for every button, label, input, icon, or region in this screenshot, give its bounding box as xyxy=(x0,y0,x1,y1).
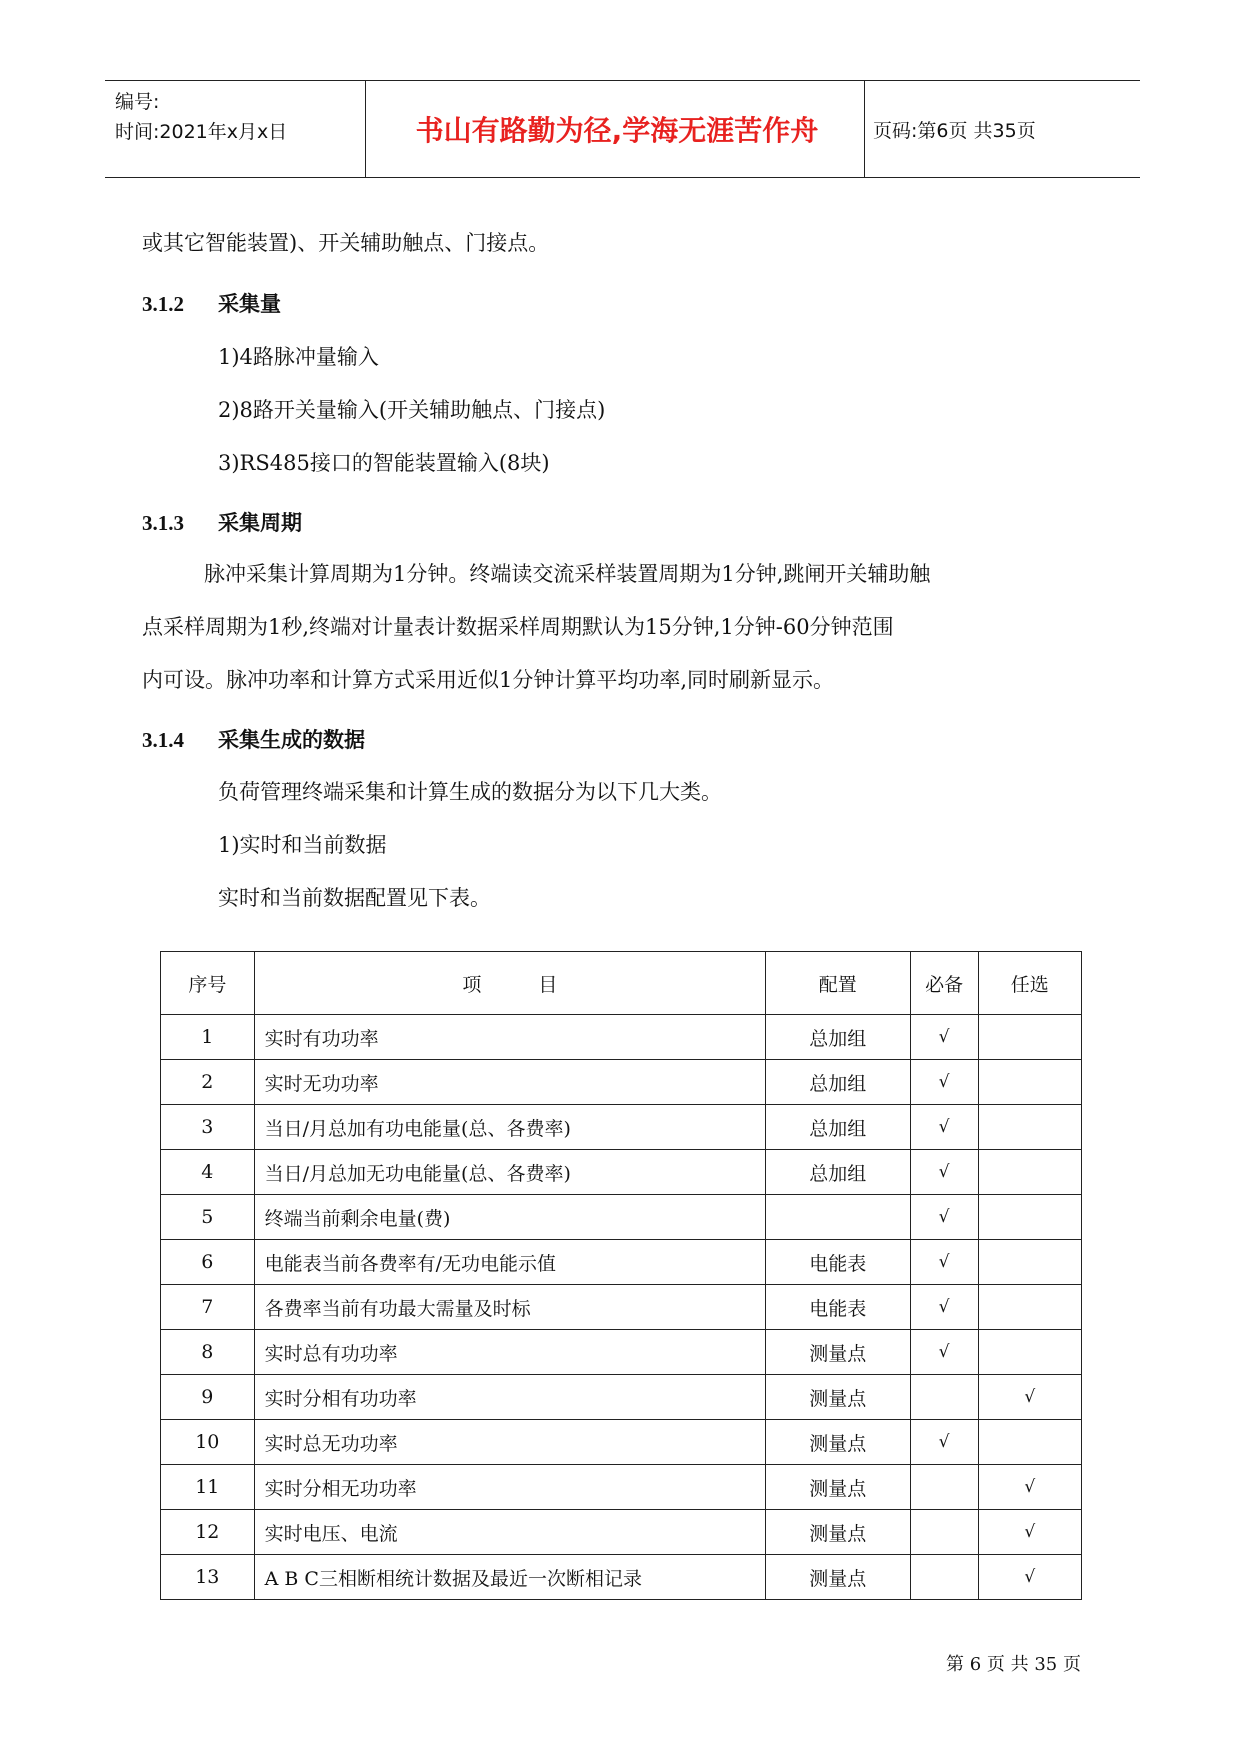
cell-optional xyxy=(978,1285,1081,1330)
cell-optional xyxy=(978,1105,1081,1150)
section-heading-3-1-3 xyxy=(142,507,302,537)
paragraph-line: 实时和当前数据配置见下表。 xyxy=(218,886,491,910)
table-row xyxy=(161,1105,1082,1150)
cell-no: 1 xyxy=(161,1015,255,1060)
cell-item: 终端当前剩余电量(费) xyxy=(254,1195,765,1240)
cell-required: √ xyxy=(910,1420,978,1465)
header-meta xyxy=(115,87,365,147)
document-number-label: 编号: xyxy=(115,91,160,113)
cell-item: 实时分相有功功率 xyxy=(254,1375,765,1420)
cell-no: 4 xyxy=(161,1150,255,1195)
cell-required: √ xyxy=(910,1015,978,1060)
cell-optional: √ xyxy=(978,1510,1081,1555)
section-title: 采集周期 xyxy=(218,511,302,535)
cell-optional xyxy=(978,1015,1081,1060)
column-header-optional: 任选 xyxy=(978,952,1081,1015)
cell-item: 实时有功功率 xyxy=(254,1015,765,1060)
paragraph-line: 脉冲采集计算周期为1分钟。终端读交流采样装置周期为1分钟,跳闸开关辅助触 xyxy=(204,562,931,586)
header-divider xyxy=(864,81,865,177)
cell-item: 电能表当前各费率有/无功电能示值 xyxy=(254,1240,765,1285)
paragraph-line: 负荷管理终端采集和计算生成的数据分为以下几大类。 xyxy=(218,780,722,804)
cell-config xyxy=(766,1195,911,1240)
cell-optional xyxy=(978,1420,1081,1465)
cell-optional xyxy=(978,1240,1081,1285)
section-number: 3.1.3 xyxy=(142,511,184,535)
column-header-no: 序号 xyxy=(161,952,255,1015)
cell-no: 9 xyxy=(161,1375,255,1420)
cell-config: 电能表 xyxy=(766,1240,911,1285)
list-item: 1)实时和当前数据 xyxy=(218,833,387,857)
table-row xyxy=(161,1510,1082,1555)
cell-optional: √ xyxy=(978,1555,1081,1600)
document-time-label: 时间:2021年x月x日 xyxy=(115,121,288,143)
table-row xyxy=(161,1150,1082,1195)
table-row xyxy=(161,1375,1082,1420)
column-header-item: 项 目 xyxy=(254,952,765,1015)
table-row xyxy=(161,1330,1082,1375)
paragraph-line: 内可设。脉冲功率和计算方式采用近似1分钟计算平均功率,同时刷新显示。 xyxy=(142,668,835,692)
cell-no: 13 xyxy=(161,1555,255,1600)
paragraph-line: 点采样周期为1秒,终端对计量表计数据采样周期默认为15分钟,1分钟-60分钟范围 xyxy=(142,615,894,639)
cell-required xyxy=(910,1375,978,1420)
header-divider xyxy=(365,81,366,177)
cell-item: 当日/月总加无功电能量(总、各费率) xyxy=(254,1150,765,1195)
cell-required xyxy=(910,1510,978,1555)
cell-no: 11 xyxy=(161,1465,255,1510)
section-heading-3-1-2 xyxy=(142,288,281,318)
table-row xyxy=(161,1465,1082,1510)
data-config-table xyxy=(160,951,1082,1600)
cell-item: 实时分相无功功率 xyxy=(254,1465,765,1510)
cell-optional xyxy=(978,1150,1081,1195)
section-title: 采集量 xyxy=(218,292,281,316)
cell-config: 测量点 xyxy=(766,1465,911,1510)
section-number: 3.1.4 xyxy=(142,728,184,752)
cell-no: 2 xyxy=(161,1060,255,1105)
table-row xyxy=(161,1420,1082,1465)
cell-required: √ xyxy=(910,1195,978,1240)
list-item: 3)RS485接口的智能装置输入(8块) xyxy=(218,451,550,475)
cell-config: 测量点 xyxy=(766,1510,911,1555)
column-header-config: 配置 xyxy=(766,952,911,1015)
header-page-info: 页码:第6页 共35页 xyxy=(873,119,1036,142)
cell-config: 测量点 xyxy=(766,1330,911,1375)
cell-config: 总加组 xyxy=(766,1105,911,1150)
section-title: 采集生成的数据 xyxy=(218,728,365,752)
list-item: 1)4路脉冲量输入 xyxy=(218,345,379,369)
paragraph-continuation: 或其它智能装置)、开关辅助触点、门接点。 xyxy=(142,231,550,255)
cell-required: √ xyxy=(910,1285,978,1330)
list-item: 2)8路开关量输入(开关辅助触点、门接点) xyxy=(218,398,606,422)
table-header-row xyxy=(161,952,1082,1015)
cell-required: √ xyxy=(910,1060,978,1105)
page-header xyxy=(105,80,1140,178)
cell-item: A B C三相断相统计数据及最近一次断相记录 xyxy=(254,1555,765,1600)
cell-required xyxy=(910,1465,978,1510)
cell-required: √ xyxy=(910,1330,978,1375)
cell-item: 实时电压、电流 xyxy=(254,1510,765,1555)
cell-required: √ xyxy=(910,1240,978,1285)
cell-optional xyxy=(978,1195,1081,1240)
cell-config: 电能表 xyxy=(766,1285,911,1330)
cell-required xyxy=(910,1555,978,1600)
table-row xyxy=(161,1555,1082,1600)
column-header-required: 必备 xyxy=(910,952,978,1015)
section-heading-3-1-4 xyxy=(142,724,365,754)
table-row xyxy=(161,1060,1082,1105)
cell-config: 总加组 xyxy=(766,1150,911,1195)
cell-item: 实时总有功功率 xyxy=(254,1330,765,1375)
cell-config: 测量点 xyxy=(766,1555,911,1600)
cell-config: 总加组 xyxy=(766,1060,911,1105)
cell-optional xyxy=(978,1330,1081,1375)
table-row xyxy=(161,1240,1082,1285)
cell-optional xyxy=(978,1060,1081,1105)
page-footer: 第 6 页 共 35 页 xyxy=(946,1654,1081,1675)
cell-config: 总加组 xyxy=(766,1015,911,1060)
cell-item: 实时无功功率 xyxy=(254,1060,765,1105)
cell-required: √ xyxy=(910,1105,978,1150)
section-number: 3.1.2 xyxy=(142,292,184,316)
cell-item: 各费率当前有功最大需量及时标 xyxy=(254,1285,765,1330)
cell-item: 当日/月总加有功电能量(总、各费率) xyxy=(254,1105,765,1150)
cell-item: 实时总无功功率 xyxy=(254,1420,765,1465)
cell-optional: √ xyxy=(978,1375,1081,1420)
cell-config: 测量点 xyxy=(766,1375,911,1420)
header-motto: 书山有路勤为径,学海无涯苦作舟 xyxy=(415,114,819,147)
cell-optional: √ xyxy=(978,1465,1081,1510)
cell-required: √ xyxy=(910,1150,978,1195)
cell-no: 8 xyxy=(161,1330,255,1375)
cell-no: 3 xyxy=(161,1105,255,1150)
table-row xyxy=(161,1285,1082,1330)
cell-no: 7 xyxy=(161,1285,255,1330)
table-row xyxy=(161,1015,1082,1060)
cell-no: 12 xyxy=(161,1510,255,1555)
cell-config: 测量点 xyxy=(766,1420,911,1465)
cell-no: 10 xyxy=(161,1420,255,1465)
table-row xyxy=(161,1195,1082,1240)
cell-no: 5 xyxy=(161,1195,255,1240)
cell-no: 6 xyxy=(161,1240,255,1285)
